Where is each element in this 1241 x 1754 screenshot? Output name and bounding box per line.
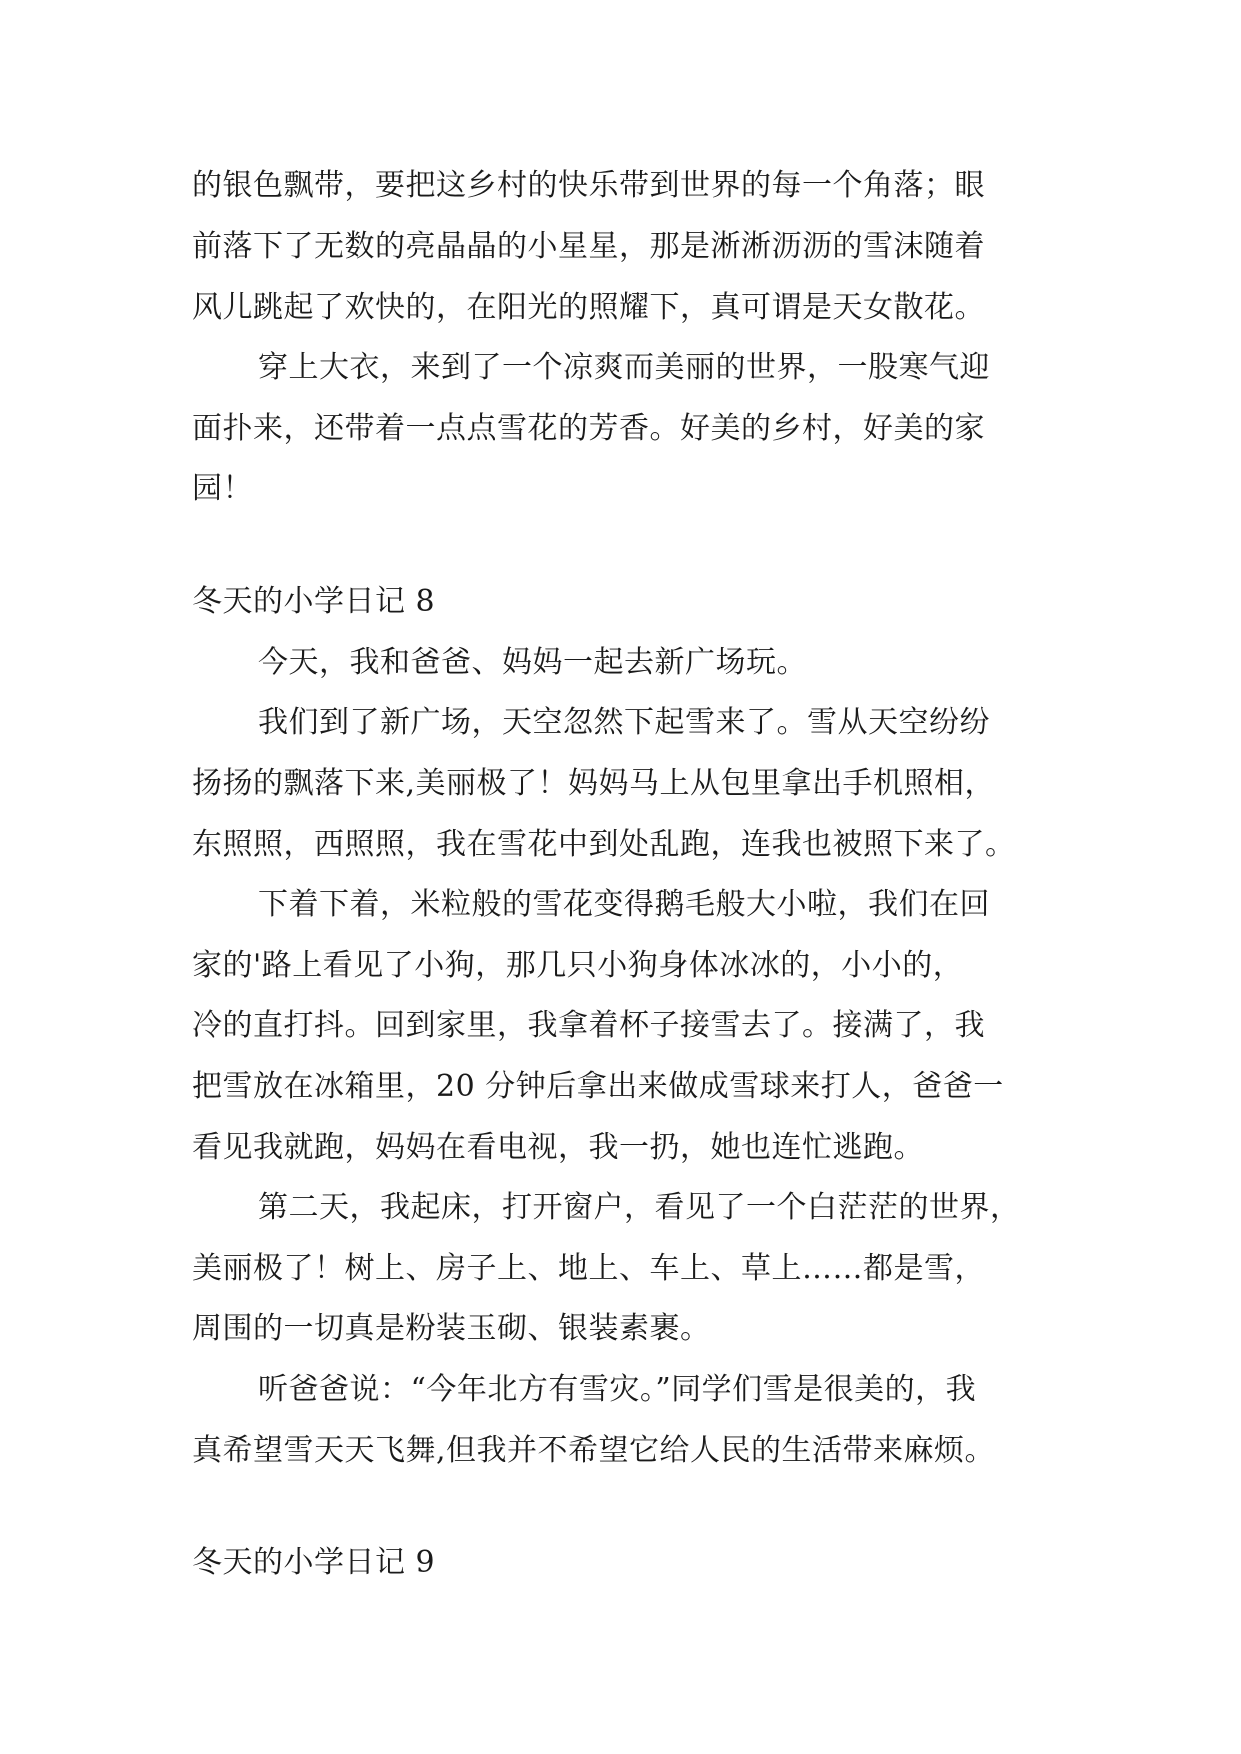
paragraph-line: 东照照，西照照，我在雪花中到处乱跑，连我也被照下来了。 [192, 827, 1016, 862]
paragraph-line: 看见我就跑，妈妈在看电视，我一扔，她也连忙逃跑。 [192, 1130, 924, 1165]
paragraph-line: 面扑来，还带着一点点雪花的芳香。好美的乡村，好美的家 [192, 411, 985, 446]
paragraph-line: 周围的一切真是粉装玉砌、银装素裹。 [192, 1311, 711, 1346]
paragraph-line: 扬扬的飘落下来,美丽极了！妈妈马上从包里拿出手机照相， [192, 766, 996, 801]
paragraph-line: 今天，我和爸爸、妈妈一起去新广场玩。 [258, 645, 807, 680]
paragraph-line: 真希望雪天天飞舞,但我并不希望它给人民的生活带来麻烦。 [192, 1433, 996, 1468]
paragraph-line: 风儿跳起了欢快的，在阳光的照耀下，真可谓是天女散花。 [192, 290, 985, 325]
paragraph-line: 前落下了无数的亮晶晶的小星星，那是淅淅沥沥的雪沫随着 [192, 229, 985, 264]
paragraph-line: 冷的直打抖。回到家里，我拿着杯子接雪去了。接满了，我 [192, 1008, 985, 1043]
paragraph-line: 我们到了新广场，天空忽然下起雪来了。雪从天空纷纷 [258, 705, 990, 740]
paragraph-line: 美丽极了！树上、房子上、地上、车上、草上……都是雪， [192, 1251, 985, 1286]
paragraph-line: 听爸爸说：“今年北方有雪灾。”同学们雪是很美的，我 [258, 1372, 977, 1407]
paragraph-line: 的银色飘带，要把这乡村的快乐带到世界的每一个角落；眼 [192, 168, 985, 203]
section-heading: 冬天的小学日记 8 [192, 584, 436, 619]
paragraph-line: 园！ [192, 471, 253, 506]
section-heading: 冬天的小学日记 9 [192, 1545, 436, 1580]
paragraph-line: 穿上大衣，来到了一个凉爽而美丽的世界，一股寒气迎 [258, 350, 990, 385]
paragraph-line: 下着下着，米粒般的雪花变得鹅毛般大小啦，我们在回 [258, 887, 990, 922]
paragraph-line: 家的'路上看见了小狗，那几只小狗身体冰冰的，小小的， [192, 948, 964, 983]
paragraph-line: 第二天，我起床，打开窗户，看见了一个白茫茫的世界， [258, 1190, 1021, 1225]
paragraph-line: 把雪放在冰箱里，20 分钟后拿出来做成雪球来打人，爸爸一 [192, 1069, 1004, 1104]
